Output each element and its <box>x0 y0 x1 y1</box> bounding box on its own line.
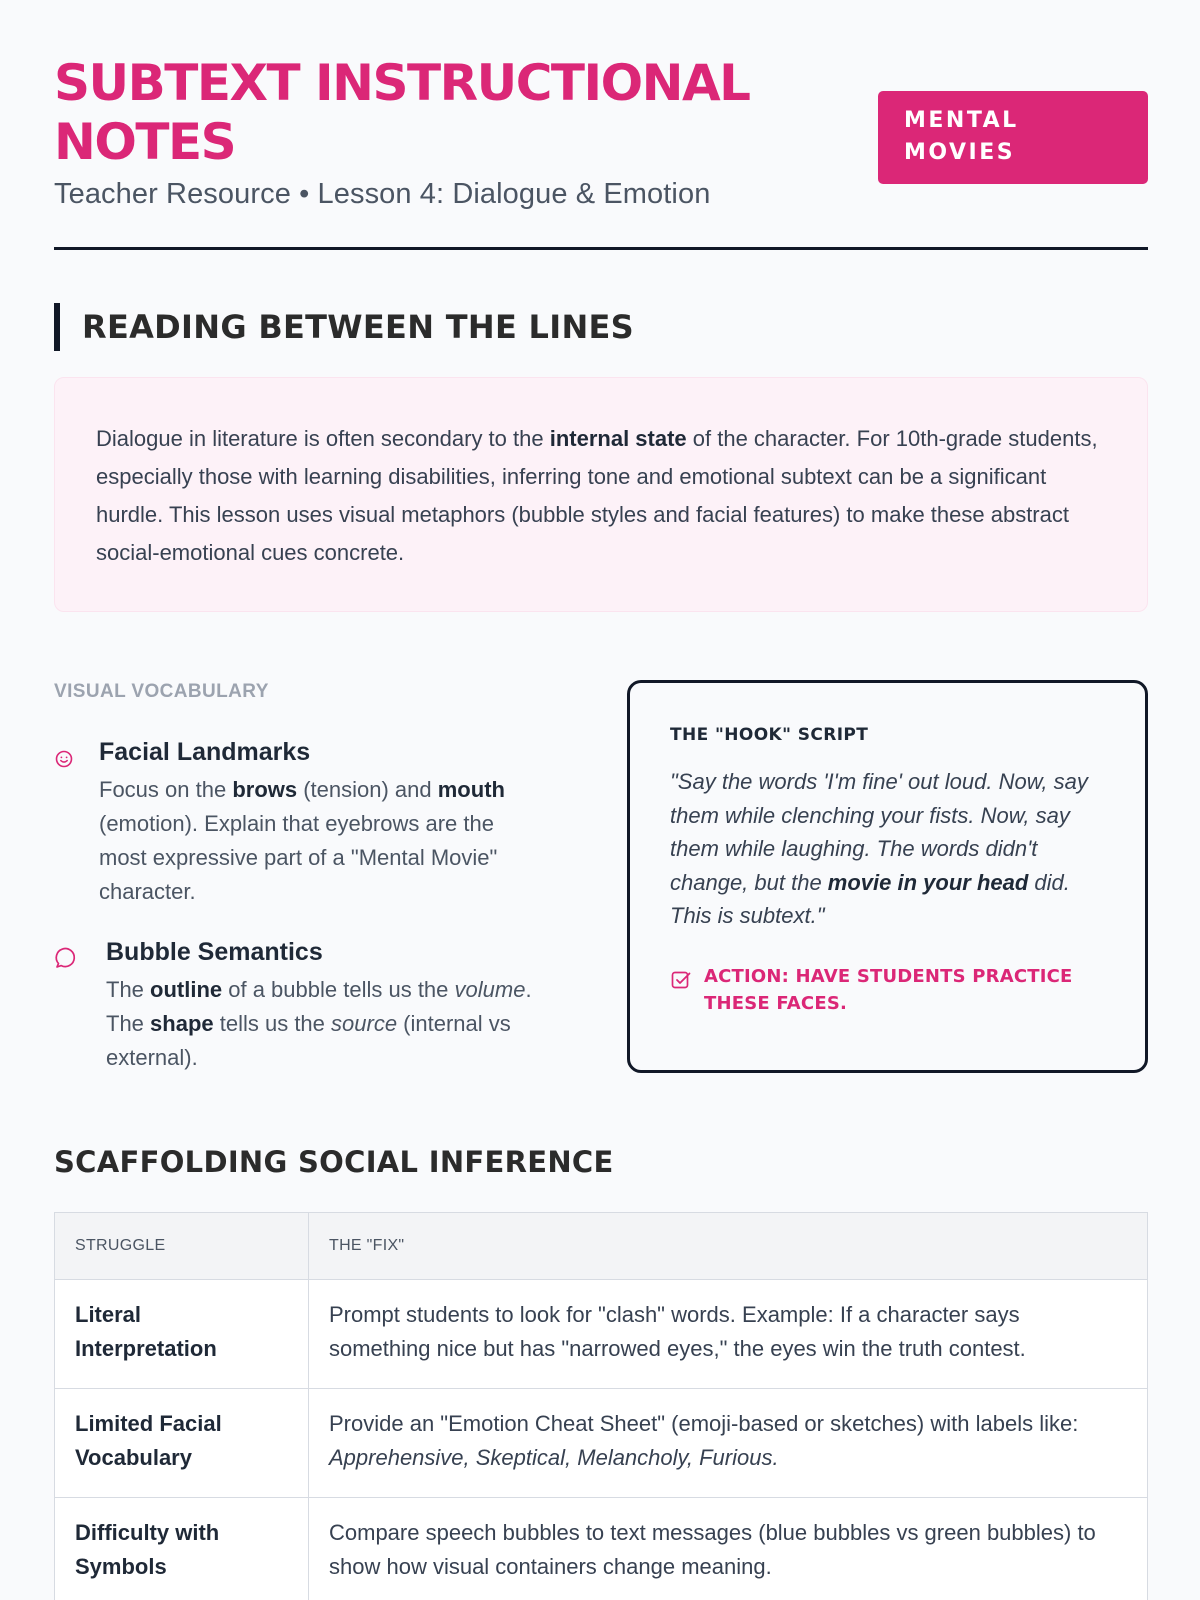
table-row <box>55 1389 1148 1498</box>
vocab-text: The <box>106 977 151 1002</box>
section-heading-reading: READING BETWEEN THE LINES <box>54 303 634 351</box>
fix-cell <box>309 1389 1148 1498</box>
vocab-body-facial <box>99 773 539 909</box>
hook-action <box>670 963 1105 1017</box>
vocab-text: (tension) and <box>297 777 438 802</box>
hook-quote-bold: movie in your head <box>827 869 1029 895</box>
intro-text-2: of the character. For 10th-grade students, especially those with learning disabilities, inferring tone and emotional subtext can be a significant hurdle. This lesson uses visual metaphors (bubble styles and facial features) to make these abstract social-emotional cues concrete. <box>96 426 1098 565</box>
page <box>54 0 1148 1600</box>
section-heading-scaffolding: SCAFFOLDING SOCIAL INFERENCE <box>54 1145 614 1179</box>
hook-script-card <box>627 680 1148 1073</box>
intro-bold: internal state <box>549 426 687 451</box>
speech-bubble-icon <box>54 946 78 970</box>
vocab-bold: shape <box>150 1011 214 1036</box>
hook-quote-text: did. This is subtext." <box>670 869 1070 928</box>
fix-cell: Prompt students to look for "clash" words. Example: If a character says something nice but has "narrowed eyes," the eyes win the truth contest. <box>309 1280 1148 1389</box>
struggle-cell: Limited Facial Vocabulary <box>55 1389 309 1498</box>
vocab-title-bubble: Bubble Semantics <box>106 938 323 966</box>
struggle-cell: Difficulty with Symbols <box>55 1498 309 1600</box>
fix-cell: Compare speech bubbles to text messages (blue bubbles vs green bubbles) to show how visual containers change meaning. <box>309 1498 1148 1600</box>
smile-icon <box>54 749 74 769</box>
hook-quote-text: "Say the words 'I'm fine' out loud. Now, say them while clenching your fists. Now, say them while laughing. The words didn't change, but the <box>670 769 1088 895</box>
vocab-text: tells us the <box>213 1011 332 1036</box>
hook-quote <box>670 765 1105 933</box>
intro-callout <box>54 377 1148 612</box>
column-header-fix: THE "FIX" <box>309 1213 1148 1280</box>
fix-text: Provide an "Emotion Cheat Sheet" (emoji-based or sketches) with labels like: <box>329 1411 1079 1436</box>
vocab-title-facial: Facial Landmarks <box>99 738 311 766</box>
vocab-bold: brows <box>232 777 298 802</box>
document-header <box>54 54 1148 250</box>
table-row <box>55 1280 1148 1389</box>
vocab-text: of a bubble tells us the <box>222 977 455 1002</box>
vocab-italic: volume <box>454 977 526 1002</box>
hook-label: THE "HOOK" SCRIPT <box>670 725 869 745</box>
vocab-italic: source <box>331 1011 398 1036</box>
intro-text-1: Dialogue in literature is often secondary to the <box>96 426 550 451</box>
vocab-text: Focus on the <box>99 777 233 802</box>
scaffolding-table <box>54 1212 1148 1600</box>
vocabulary-label: VISUAL VOCABULARY <box>54 681 269 702</box>
hook-action-text: ACTION: HAVE STUDENTS PRACTICE THESE FACES. <box>704 965 1073 1014</box>
vocab-text: . The <box>106 977 532 1036</box>
checkbox-icon <box>670 969 692 991</box>
vocab-bold: mouth <box>437 777 505 802</box>
page-subtitle: Teacher Resource • Lesson 4: Dialogue & Emotion <box>54 178 711 210</box>
vocab-body-bubble <box>106 973 566 1075</box>
page-title: SUBTEXT INSTRUCTIONAL NOTES <box>54 54 750 171</box>
struggle-cell: Literal Interpretation <box>55 1280 309 1389</box>
column-header-struggle: STRUGGLE <box>55 1213 309 1280</box>
fix-italic: Apprehensive, Skeptical, Melancholy, Furious. <box>329 1445 779 1470</box>
series-badge: MENTAL MOVIES <box>878 91 1148 184</box>
vocab-text: (emotion). Explain that eyebrows are the most expressive part of a "Mental Movie" character. <box>99 811 498 904</box>
table-row <box>55 1498 1148 1600</box>
vocab-text: (internal vs external). <box>106 1011 511 1070</box>
table-header-row <box>55 1213 1148 1280</box>
vocab-bold: outline <box>150 977 223 1002</box>
